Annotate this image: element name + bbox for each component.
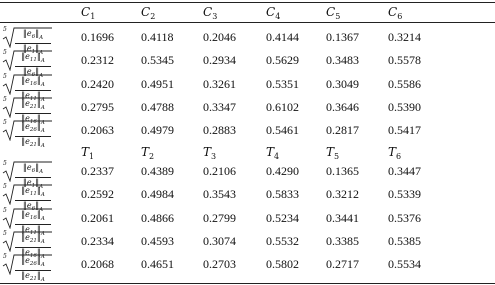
- c-header-subscript: 6: [397, 12, 403, 21]
- numerator-subscript: 26: [29, 261, 37, 268]
- c-value-cell: 0.3049: [326, 76, 359, 91]
- t-value-cell: 0.5339: [388, 187, 421, 202]
- fraction-denominator: $‖e_1‖_A$: [15, 43, 51, 58]
- t-data-row: [0, 206, 495, 237]
- fraction-numerator: $‖e_6‖_A$: [22, 163, 44, 175]
- fraction-denominator: $‖e_1‖_A$: [15, 177, 51, 192]
- fraction-denominator: $‖e_{21}‖_A$: [15, 136, 51, 151]
- c-value-cell: 0.2883: [203, 123, 236, 138]
- t-value-cell: 0.4866: [141, 210, 174, 225]
- fraction-numerator: $‖e_{26}‖_A$: [21, 256, 45, 269]
- c-data-row: [0, 95, 495, 126]
- denominator-norm-subscript: A: [40, 277, 45, 284]
- c-value-cell: 0.3261: [203, 76, 236, 91]
- denominator-subscript: 16: [29, 118, 37, 125]
- c-header-subscript: 4: [275, 12, 281, 21]
- t-value-cell: 0.4984: [141, 187, 174, 202]
- t-value-cell: 0.5385: [388, 233, 421, 248]
- t-value-cell: 0.1365: [326, 164, 359, 178]
- fraction-numerator: $‖e_{16}‖_A$: [21, 209, 45, 222]
- c-header-6: [388, 1, 402, 28]
- fraction-denominator: $‖e_{16}‖_A$: [15, 247, 51, 262]
- denominator-norm-subscript: A: [40, 143, 45, 150]
- root-index: 5: [3, 183, 7, 191]
- denominator-norm-subscript: A: [39, 184, 44, 190]
- t-value-cell: 0.3441: [326, 210, 359, 225]
- c-data-row: [0, 72, 495, 103]
- ratio-radical-label: [2, 160, 62, 190]
- t-value-cell: 0.2703: [203, 257, 236, 272]
- t-value-cell: 0.4290: [266, 164, 299, 178]
- c-value-cell: 0.2312: [81, 53, 114, 68]
- root-index: 5: [3, 229, 7, 237]
- c-value-cell: 0.4118: [141, 30, 174, 44]
- t-header-subscript: 5: [334, 152, 340, 161]
- c-value-cell: 0.5586: [388, 76, 421, 91]
- numerator-norm-subscript: A: [40, 104, 45, 111]
- t-value-cell: 0.5532: [266, 233, 299, 248]
- t-value-cell: 0.2334: [81, 233, 114, 248]
- numerator-norm-subscript: A: [40, 128, 45, 135]
- c-value-cell: 0.5417: [388, 123, 421, 138]
- table-bottom-rule: [0, 283, 495, 284]
- fraction-numerator: $‖e_{11}‖_A$: [21, 186, 45, 199]
- c-value-cell: 0.4788: [141, 99, 174, 114]
- numerator-norm-subscript: A: [39, 35, 44, 41]
- ratio-radical-label: [2, 49, 62, 80]
- fraction-numerator: $‖e_6‖_A$: [22, 29, 44, 41]
- t-header-letter: T: [266, 145, 275, 159]
- denominator-subscript: 6: [31, 206, 36, 213]
- c-value-cell: 0.2817: [326, 123, 359, 138]
- fraction-numerator: $‖e_{16}‖_A$: [21, 75, 45, 88]
- c-header-subscript: 5: [335, 12, 341, 21]
- c-header-4: [266, 1, 280, 28]
- t-value-cell: 0.4593: [141, 233, 174, 248]
- denominator-subscript: 21: [29, 142, 37, 149]
- c-value-cell: 0.2795: [81, 99, 114, 114]
- denominator-norm-subscript: A: [40, 230, 45, 237]
- ratio-radical-label: [2, 26, 62, 56]
- denominator-norm-subscript: A: [40, 96, 45, 103]
- t-header-letter: T: [141, 145, 150, 159]
- root-index: 5: [3, 253, 7, 261]
- fraction-denominator: $‖e_{16}‖_A$: [15, 113, 51, 128]
- t-value-cell: 0.5534: [388, 257, 421, 272]
- c-header-3: [203, 1, 217, 28]
- numerator-norm-subscript: A: [40, 238, 45, 245]
- t-data-row: [0, 183, 495, 214]
- t-header-letter: T: [388, 145, 397, 159]
- fraction-denominator: $‖e_6‖_A$: [15, 66, 51, 81]
- denominator-subscript: 1: [31, 49, 36, 55]
- fraction-denominator: $‖e_6‖_A$: [15, 200, 51, 215]
- numerator-subscript: 6: [31, 168, 36, 174]
- c-header-1: [81, 1, 95, 28]
- fraction-numerator: $‖e_{21}‖_A$: [21, 98, 45, 111]
- denominator-norm-subscript: A: [39, 73, 44, 80]
- c-value-cell: 0.5351: [266, 76, 299, 91]
- numerator-subscript: 6: [31, 34, 36, 40]
- t-value-cell: 0.5376: [388, 210, 421, 225]
- c-header-letter: C: [141, 5, 151, 19]
- c-header-letter: C: [266, 5, 276, 19]
- t-header-subscript: 3: [211, 152, 217, 161]
- numerator-norm-subscript: A: [40, 215, 45, 222]
- denominator-subscript: 1: [31, 183, 36, 189]
- t-value-cell: 0.4389: [141, 164, 174, 178]
- c-value-cell: 0.2420: [81, 76, 114, 91]
- t-value-cell: 0.5802: [266, 257, 299, 272]
- t-value-cell: 0.3543: [203, 187, 236, 202]
- numerator-subscript: 11: [29, 57, 37, 64]
- c-header-row: [0, 1, 495, 23]
- t-data-row: [0, 229, 495, 260]
- numerator-norm-subscript: A: [40, 262, 45, 269]
- c-value-cell: 0.4144: [266, 30, 299, 44]
- fraction-numerator: $‖e_{21}‖_A$: [21, 232, 45, 245]
- denominator-norm-subscript: A: [39, 207, 44, 214]
- denominator-subscript: 16: [29, 252, 37, 259]
- root-index: 5: [3, 95, 7, 103]
- t-value-cell: 0.2337: [81, 164, 114, 178]
- c-value-cell: 0.6102: [266, 99, 299, 114]
- c-value-cell: 0.4951: [141, 76, 174, 91]
- fraction-numerator: $‖e_{26}‖_A$: [21, 122, 45, 135]
- t-data-row: [0, 253, 495, 284]
- root-index: 5: [3, 119, 7, 127]
- numerator-norm-subscript: A: [40, 58, 45, 65]
- numerator-subscript: 16: [29, 80, 37, 87]
- t-value-cell: 0.3385: [326, 233, 359, 248]
- numerator-norm-subscript: A: [39, 169, 44, 175]
- fraction-denominator: $‖e_{11}‖_A$: [15, 90, 51, 105]
- fraction-denominator: $‖e_{21}‖_A$: [15, 270, 51, 285]
- c-header-5: [326, 1, 340, 28]
- c-value-cell: 0.5461: [266, 123, 299, 138]
- t-header-subscript: 6: [396, 152, 402, 161]
- denominator-norm-subscript: A: [39, 50, 44, 56]
- c-value-cell: 0.5345: [141, 53, 174, 68]
- c-data-row: [0, 49, 495, 80]
- t-value-cell: 0.5833: [266, 187, 299, 202]
- c-value-cell: 0.2063: [81, 123, 114, 138]
- c-header-subscript: 1: [90, 12, 96, 21]
- denominator-subscript: 11: [29, 229, 37, 236]
- c-value-cell: 0.5578: [388, 53, 421, 68]
- t-value-cell: 0.3212: [326, 187, 359, 202]
- t-header-subscript: 2: [149, 152, 155, 161]
- c-header-letter: C: [203, 5, 213, 19]
- t-header-subscript: 1: [89, 152, 95, 161]
- ratio-radical-label: [2, 183, 62, 214]
- denominator-norm-subscript: A: [40, 253, 45, 260]
- t-value-cell: 0.3447: [388, 164, 421, 178]
- fraction-denominator: $‖e_{11}‖_A$: [15, 224, 51, 239]
- t-value-cell: 0.2717: [326, 257, 359, 272]
- t-value-cell: 0.2061: [81, 210, 114, 225]
- c-value-cell: 0.3347: [203, 99, 236, 114]
- denominator-subscript: 11: [29, 95, 37, 102]
- root-index: 5: [3, 26, 7, 33]
- denominator-subscript: 6: [31, 72, 36, 79]
- t-header-subscript: 4: [274, 152, 280, 161]
- c-header-subscript: 3: [212, 12, 218, 21]
- c-value-cell: 0.5390: [388, 99, 421, 114]
- numerator-norm-subscript: A: [40, 192, 45, 199]
- c-data-row: [0, 119, 495, 150]
- denominator-norm-subscript: A: [40, 119, 45, 126]
- c-value-cell: 0.1696: [81, 30, 114, 44]
- t-header-letter: T: [81, 145, 90, 159]
- c-header-letter: C: [388, 5, 398, 19]
- c-value-cell: 0.2934: [203, 53, 236, 68]
- fraction-numerator: $‖e_{11}‖_A$: [21, 52, 45, 65]
- t-value-cell: 0.4651: [141, 257, 174, 272]
- t-data-row: [0, 160, 495, 190]
- root-index: 5: [3, 206, 7, 214]
- t-header-letter: T: [326, 145, 335, 159]
- numerator-subscript: 21: [29, 237, 37, 244]
- t-value-cell: 0.5234: [266, 210, 299, 225]
- c-value-cell: 0.2046: [203, 30, 236, 44]
- numerator-subscript: 16: [29, 214, 37, 221]
- c-data-row: [0, 26, 495, 56]
- c-value-cell: 0.3646: [326, 99, 359, 114]
- t-value-cell: 0.2799: [203, 210, 236, 225]
- c-header-letter: C: [81, 5, 91, 19]
- denominator-subscript: 21: [29, 276, 37, 283]
- c-header-letter: C: [326, 5, 336, 19]
- c-header-subscript: 2: [150, 12, 156, 21]
- c-header-2: [141, 1, 155, 28]
- t-value-cell: 0.3074: [203, 233, 236, 248]
- c-value-cell: 0.5629: [266, 53, 299, 68]
- root-index: 5: [3, 160, 7, 167]
- t-value-cell: 0.2068: [81, 257, 114, 272]
- numerator-norm-subscript: A: [40, 81, 45, 88]
- c-value-cell: 0.1367: [326, 30, 359, 44]
- t-value-cell: 0.2106: [203, 164, 236, 178]
- c-value-cell: 0.4979: [141, 123, 174, 138]
- numerator-subscript: 21: [29, 103, 37, 110]
- root-index: 5: [3, 49, 7, 57]
- numerator-subscript: 26: [29, 127, 37, 134]
- c-value-cell: 0.3214: [388, 30, 421, 44]
- c-value-cell: 0.3483: [326, 53, 359, 68]
- t-value-cell: 0.2592: [81, 187, 114, 202]
- numerator-subscript: 11: [29, 191, 37, 198]
- root-index: 5: [3, 72, 7, 80]
- t-header-letter: T: [203, 145, 212, 159]
